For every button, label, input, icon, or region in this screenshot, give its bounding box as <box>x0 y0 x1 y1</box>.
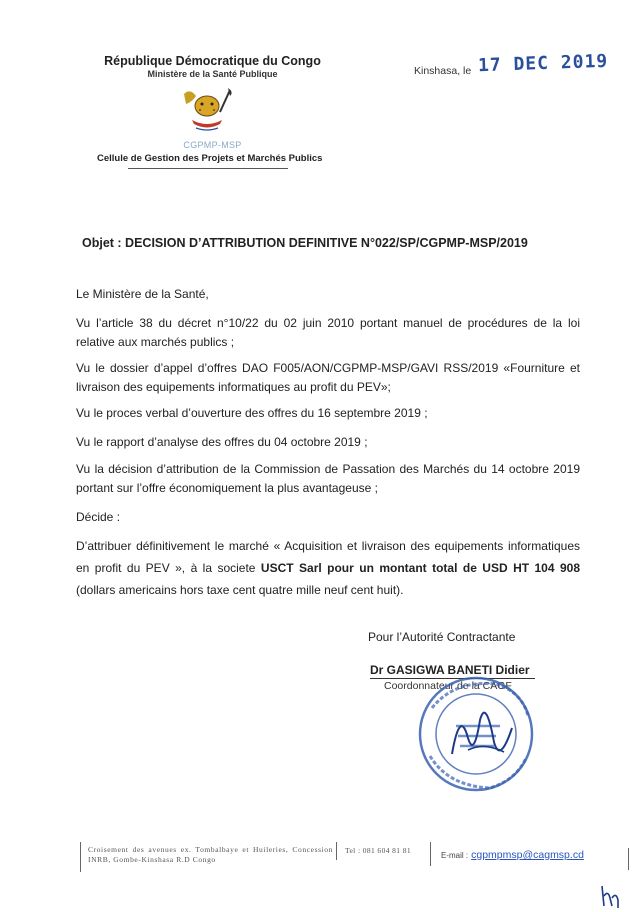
email-link[interactable]: cgpmpmsp@cagmsp.cd <box>471 849 584 861</box>
official-seal-stamp <box>404 668 544 798</box>
signatory-name: Dr GASIGWA BANETI Didier <box>370 663 530 677</box>
vu-article: Vu l’article 38 du décret n°10/22 du 02 juin 2010 portant manuel de procédures de la loi relative aux marchés publics ; <box>76 316 580 349</box>
footer-divider <box>430 842 431 866</box>
place-label: Kinshasa, le <box>414 65 472 77</box>
ministry-title: Ministère de la Santé Publique <box>147 69 278 79</box>
award-text-b: (dollars americains hors taxe cent quatre mille neuf cent huit). <box>76 583 404 597</box>
document-object: Objet : DECISION D’ATTRIBUTION DEFINITIVE N°022/SP/CGPMP-MSP/2019 <box>82 236 528 250</box>
award-text-a: D’attribuer définitivement le marché « Acquisition et livraison des equipements informatiques en profit du PEV », à la societe <box>76 539 580 575</box>
signatory-title: Coordonnateur de la CAGF <box>384 680 512 692</box>
decide-label: Décide : <box>76 510 121 524</box>
footer-phone: Tel : 081 604 81 81 <box>345 846 412 855</box>
vu-decision: Vu la décision d’attribution de la Commission de Passation des Marchés du 14 octobre 2019 portant sur l’offre économiquement la plus avantageuse ; <box>76 462 580 495</box>
handwritten-initials <box>598 882 622 910</box>
cell-name: Cellule de Gestion des Projets et Marchés Publics <box>97 153 323 164</box>
footer-address: Croisement des avenues ex. Tombalbaye et Huileries, Concession INRB, Gombe-Kinshasa R.D Congo <box>88 845 333 864</box>
republic-title: République Démocratique du Congo <box>104 54 321 68</box>
salutation: Le Ministère de la Santé, <box>76 287 209 301</box>
award-company-amount: USCT Sarl pour un montant total de USD HT 104 908 <box>260 561 580 575</box>
date-stamp: 17 DEC 2019 <box>477 50 609 77</box>
vu-rapport: Vu le rapport d’analyse des offres du 04 octobre 2019 ; <box>76 435 368 449</box>
footer-email <box>441 849 584 861</box>
coat-of-arms-emblem <box>176 84 238 134</box>
org-acronym: CGPMP-MSP <box>183 140 242 150</box>
header-underline <box>128 168 288 169</box>
vu-proces-verbal: Vu le proces verbal d’ouverture des offres du 16 septembre 2019 ; <box>76 406 428 420</box>
footer-divider <box>336 842 337 860</box>
vu-dossier: Vu le dossier d’appel d’offres DAO F005/AON/CGPMP-MSP/GAVI RSS/2019 «Fourniture et livraison des equipements informatiques au profit du PEV»; <box>76 361 580 394</box>
footer-divider <box>80 842 81 872</box>
signature-for: Pour l’Autorité Contractante <box>368 630 516 644</box>
email-label: E-mail : <box>441 851 469 860</box>
award-paragraph <box>76 535 580 601</box>
footer-divider <box>628 848 629 870</box>
